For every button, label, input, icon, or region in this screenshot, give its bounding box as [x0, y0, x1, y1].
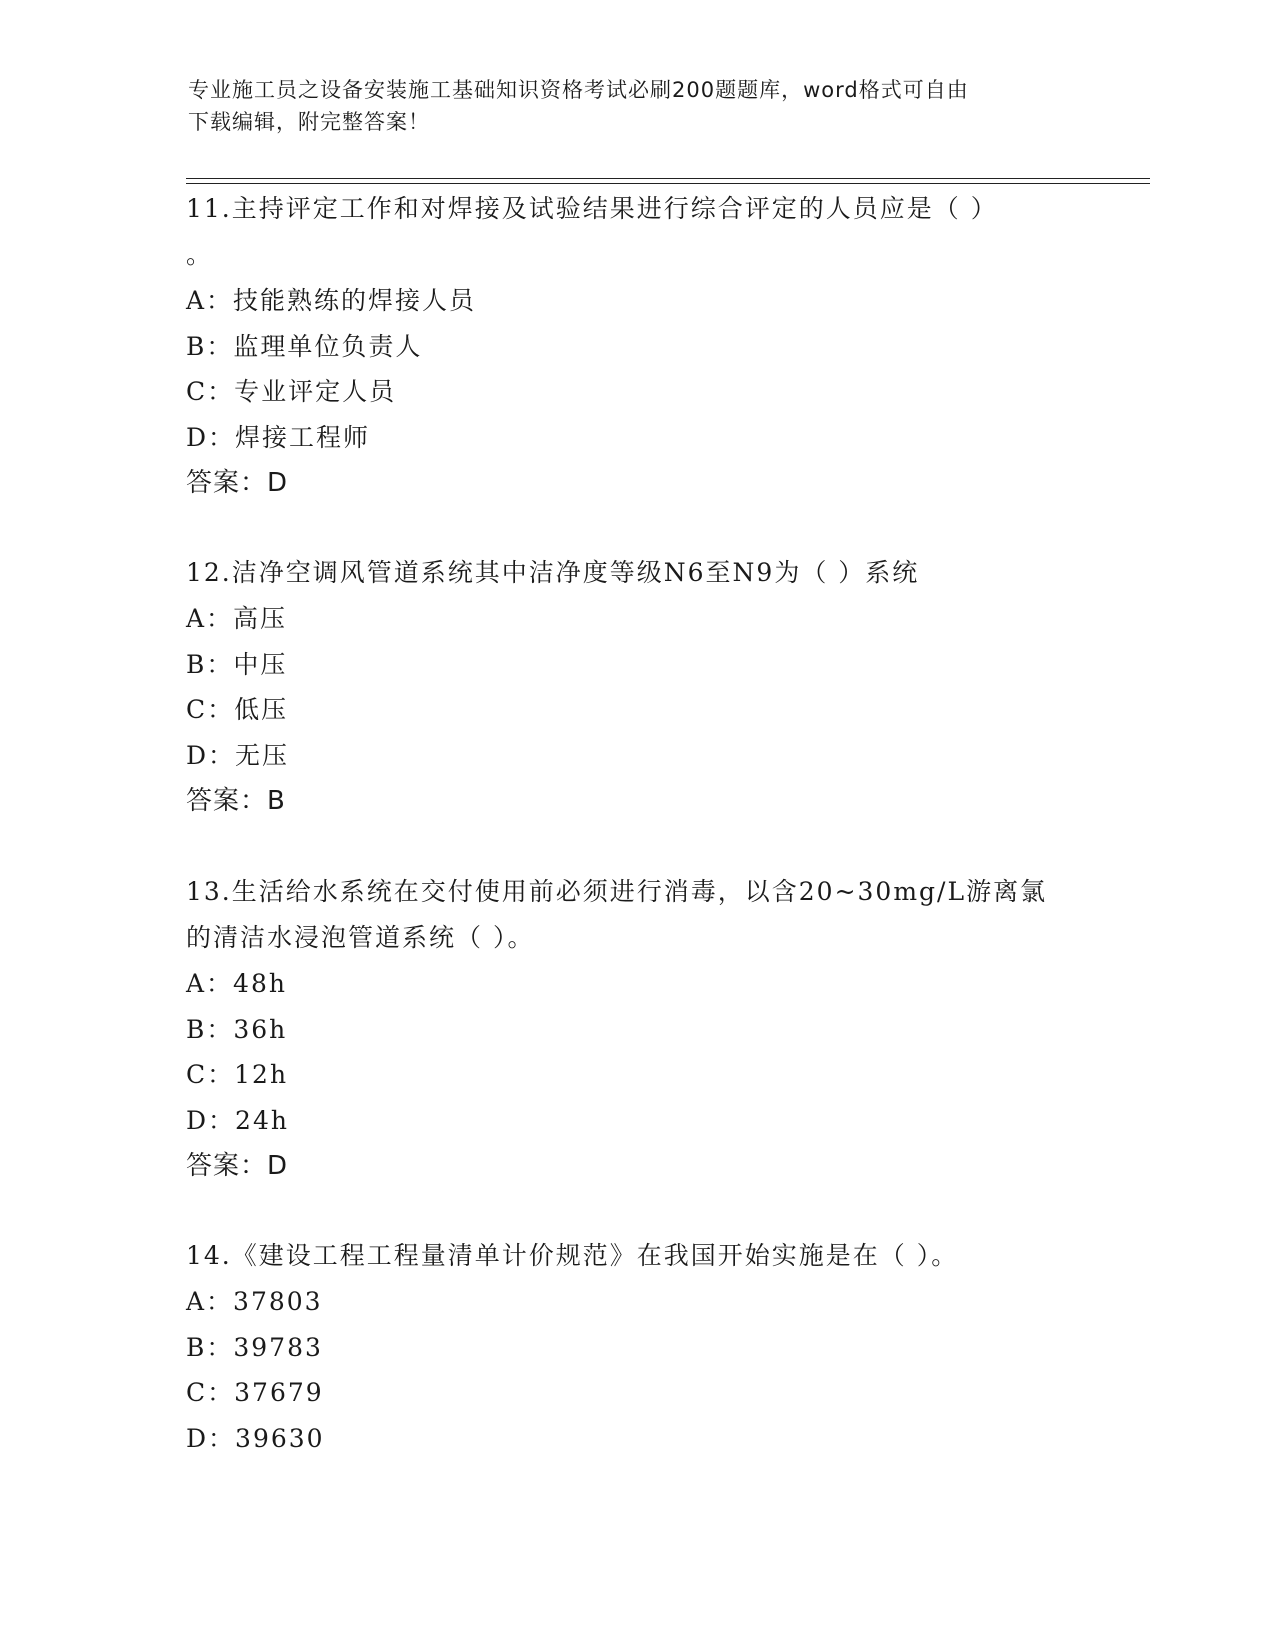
option-a: A：技能熟练的焊接人员: [186, 286, 477, 315]
option-c: C：低压: [186, 695, 289, 724]
option-b: B：39783: [186, 1332, 323, 1362]
question-stem: 的清洁水浸泡管道系统（ ）。: [186, 923, 535, 952]
option-b: B：监理单位负责人: [186, 331, 423, 361]
option-d: D：无压: [186, 740, 290, 770]
option-d: D：24h: [186, 1105, 289, 1135]
option-c: C：12h: [186, 1060, 289, 1089]
question-stem: 12.洁净空调风管道系统其中洁净度等级N6至N9为（ ）系统: [186, 558, 920, 587]
option-a: A：37803: [186, 1287, 323, 1316]
question-stem: 。: [186, 240, 214, 269]
option-d: D：39630: [186, 1423, 325, 1453]
question-11: [186, 186, 1086, 506]
header-line-1: 专业施工员之设备安装施工基础知识资格考试必刷200题题库，word格式可自由: [188, 78, 969, 102]
option-d: D：焊接工程师: [186, 422, 371, 452]
option-a: A：48h: [186, 969, 287, 998]
question-14: [186, 1233, 1086, 1461]
question-stem: 11.主持评定工作和对焊接及试验结果进行综合评定的人员应是（ ）: [186, 194, 998, 223]
option-b: B：中压: [186, 649, 288, 679]
option-b: B：36h: [186, 1014, 288, 1044]
option-a: A：高压: [186, 604, 288, 633]
header-divider-bottom: [186, 183, 1150, 184]
answer-line: 答案：D: [186, 1151, 289, 1181]
answer-line: 答案：B: [186, 786, 286, 816]
question-12: [186, 550, 1086, 824]
answer-line: 答案：D: [186, 468, 289, 498]
header-line-2: 下载编辑，附完整答案！: [188, 110, 430, 134]
option-c: C：专业评定人员: [186, 377, 397, 406]
option-c: C：37679: [186, 1378, 324, 1407]
header-divider-top: [186, 178, 1150, 179]
question-stem: 14.《建设工程工程量清单计价规范》在我国开始实施是在（ ）。: [186, 1241, 959, 1270]
question-13: [186, 869, 1086, 1189]
document-header: [188, 74, 1088, 138]
question-stem: 13.生活给水系统在交付使用前必须进行消毒，以含20~30mg/L游离氯: [186, 877, 1048, 906]
